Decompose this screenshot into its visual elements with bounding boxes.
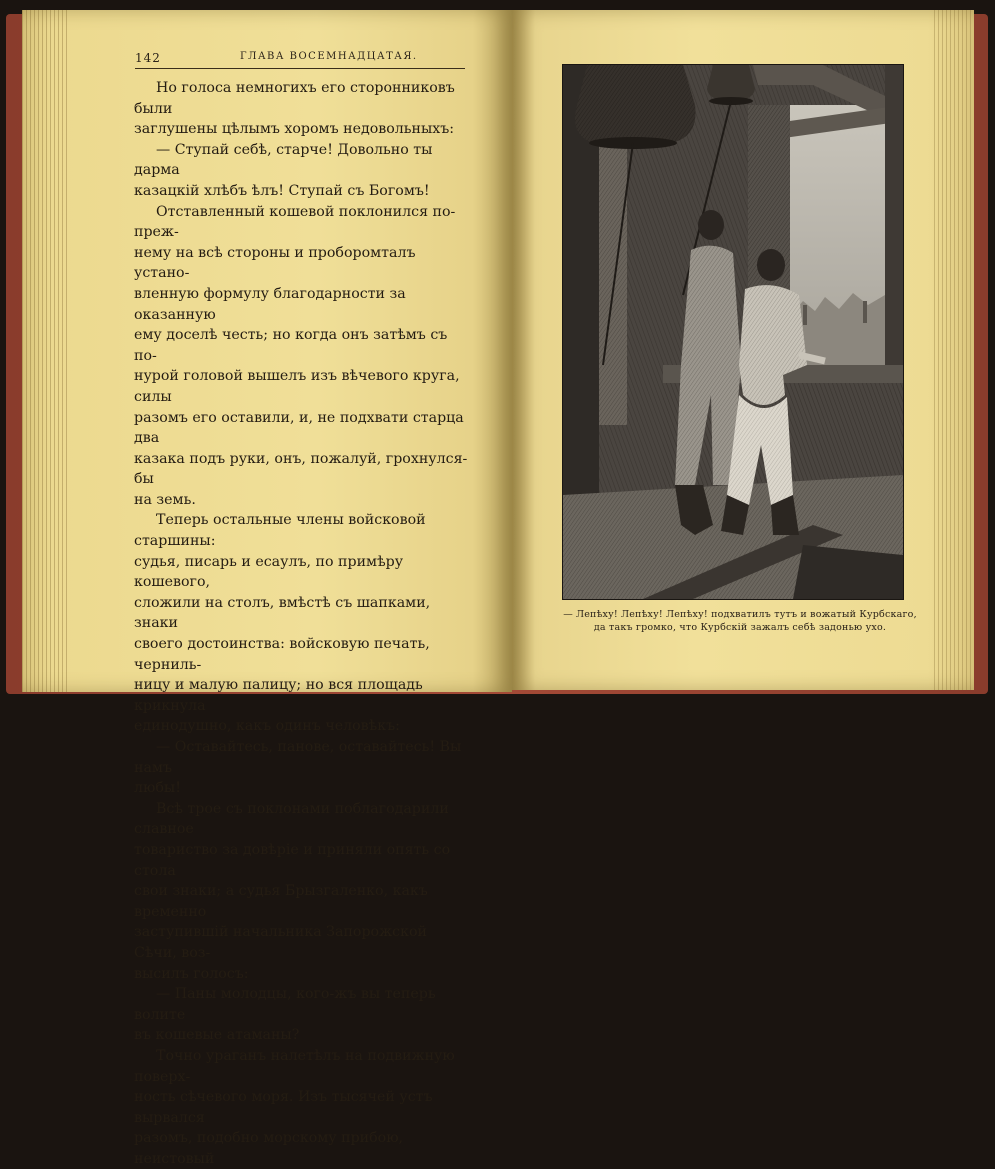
text-line: любы! — [134, 780, 181, 797]
text-line: вленную формулу благодарности за оказанную — [134, 285, 406, 323]
text-line: ницу и малую палицу; но вся площадь крикнула — [134, 677, 423, 714]
text-line: своего достоинства: войсковую печать, черниль- — [134, 636, 430, 673]
text-line: заглушены цѣлымъ хоромъ недовольныхъ: — [134, 121, 455, 138]
text-line: нему на всѣ стороны и проборомталъ устано- — [134, 244, 416, 282]
text-line: ему доселѣ честь; но когда онъ затѣмъ съ по- — [134, 327, 448, 364]
text-line: нурой головой вышелъ изъ вѣчевого круга, силы — [134, 368, 460, 405]
text-line: высилъ голосъ: — [134, 965, 249, 982]
text-line: заступившій начальника Запорожской Сѣчи, воз- — [134, 924, 427, 961]
text-line: Но голоса немногихъ его сторонниковъ были — [134, 80, 455, 117]
body-text — [134, 78, 472, 1169]
text-line: — Ступай себѣ, старче! Довольно ты дарма — [134, 141, 433, 179]
text-line: на земь. — [134, 491, 196, 508]
text-line: разомъ его оставили, и, не подхвати старца два — [134, 409, 464, 447]
text-line: въ кошевые атаманы? — [134, 1027, 300, 1044]
text-line: единодушно, какъ одинъ человѣкъ: — [134, 718, 400, 735]
text-line: Всѣ трое съ поклонами поблагодарили славное — [134, 800, 449, 838]
running-head — [135, 48, 465, 69]
illustration-caption — [540, 608, 940, 634]
page-edges — [934, 10, 974, 690]
text-line: судья, писарь и есаулъ, по примѣру кошевого, — [134, 553, 404, 591]
page-edges — [22, 10, 68, 692]
engraving-illustration — [562, 64, 904, 600]
text-line: казацкій хлѣбъ ѣлъ! Ступай съ Богомъ! — [134, 182, 430, 199]
chapter-title: ГЛАВА ВОСЕМНАДЦАТАЯ. — [240, 51, 418, 62]
text-line: свои знаки; а судья Брызгаленко, какъ временно — [134, 883, 428, 920]
caption-line: да такъ громко, что Курбскій зажалъ себѣ задонью ухо. — [593, 622, 887, 633]
text-line: Точно ураганъ налетѣлъ на подвижную поверх- — [134, 1047, 455, 1085]
text-line: Отставленный кошевой поклонился по-преж- — [134, 203, 456, 241]
text-line: казака подъ руки, онъ, пожалуй, грохнулся-бы — [134, 450, 468, 488]
text-line: ность сѣчевого моря. Изъ тысячей устъ вырвался — [134, 1089, 433, 1126]
text-line: Теперь остальные члены войсковой старшины: — [134, 512, 426, 550]
text-line: товариство за довѣріе и приняли опять со стола — [134, 841, 451, 879]
illustration-art — [563, 65, 903, 599]
caption-line: — Лепѣху! Лепѣху! Лепѣху! подхватилъ тутъ и вожатый Курбскаго, — [563, 609, 917, 620]
text-line: — Паны молодцы, кого-жъ вы теперь волите — [134, 986, 436, 1023]
page-number: 142 — [135, 51, 161, 65]
text-line: — Оставайтесь, панове, оставайтесь! Вы намъ — [134, 739, 462, 776]
text-line: сложили на столъ, вмѣстѣ съ шапками, знаки — [134, 594, 431, 632]
text-line: разомъ, подобно морскому прибою, неистовый — [134, 1130, 404, 1167]
